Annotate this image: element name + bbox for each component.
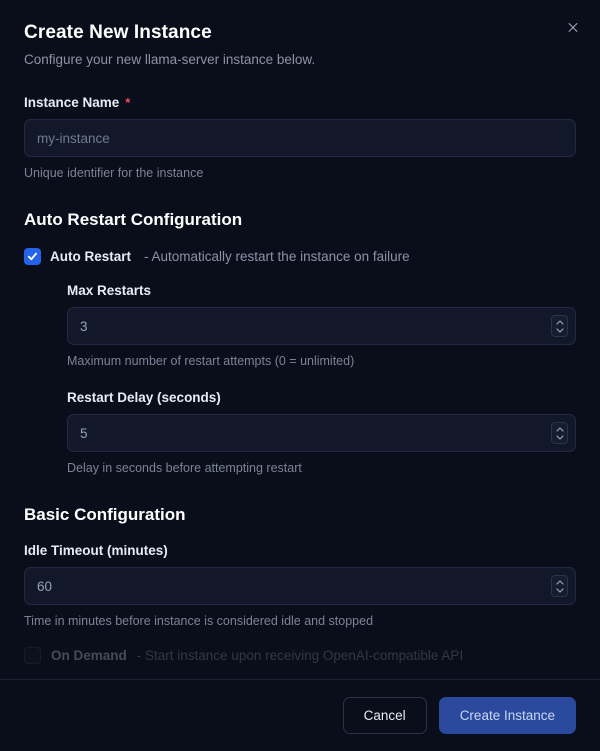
on-demand-checkbox[interactable] — [24, 647, 41, 664]
auto-restart-section-title: Auto Restart Configuration — [24, 210, 243, 229]
auto-restart-label: Auto Restart — [50, 249, 132, 264]
instance-name-input[interactable] — [24, 119, 576, 157]
max-restarts-input[interactable] — [67, 307, 576, 345]
idle-timeout-group — [24, 543, 576, 628]
instance-name-label-text: Instance Name — [24, 95, 120, 110]
basic-section-title: Basic Configuration — [24, 505, 186, 524]
restart-delay-input-wrap — [67, 414, 576, 452]
on-demand-label: On Demand — [51, 647, 127, 663]
dialog-subtitle: Configure your new llama-server instance below. — [24, 52, 316, 67]
auto-restart-subfields — [66, 283, 576, 475]
required-marker: * — [125, 95, 131, 110]
idle-timeout-hint: Time in minutes before instance is considered idle and stopped — [24, 614, 374, 628]
instance-name-label — [24, 95, 576, 110]
restart-delay-hint: Delay in seconds before attempting restart — [67, 461, 302, 475]
dialog-title: Create New Instance — [24, 22, 212, 43]
auto-restart-checkbox[interactable] — [24, 248, 41, 265]
idle-timeout-label: Idle Timeout (minutes) — [24, 543, 168, 558]
dialog-footer — [0, 679, 600, 751]
idle-timeout-input[interactable] — [24, 567, 576, 605]
on-demand-checkbox-row[interactable] — [24, 646, 576, 664]
max-restarts-input-wrap — [67, 307, 576, 345]
restart-delay-stepper[interactable] — [551, 422, 568, 444]
idle-timeout-input-wrap — [24, 567, 576, 605]
max-restarts-stepper[interactable] — [551, 315, 568, 337]
restart-delay-label: Restart Delay (seconds) — [67, 390, 221, 405]
create-instance-button[interactable]: Create Instance — [439, 697, 576, 734]
auto-restart-checkbox-row[interactable] — [24, 248, 576, 265]
restart-delay-input[interactable] — [67, 414, 576, 452]
instance-name-field-group — [24, 95, 576, 180]
cancel-button[interactable]: Cancel — [343, 697, 427, 734]
max-restarts-label: Max Restarts — [67, 283, 152, 298]
instance-name-hint: Unique identifier for the instance — [24, 166, 204, 180]
idle-timeout-stepper[interactable] — [551, 575, 568, 597]
on-demand-description: - Start instance upon receiving OpenAI-compatible API — [136, 647, 464, 663]
max-restarts-hint: Maximum number of restart attempts (0 = unlimited) — [67, 354, 355, 368]
restart-delay-group — [67, 390, 576, 475]
auto-restart-description: - Automatically restart the instance on failure — [144, 249, 410, 264]
max-restarts-group — [67, 283, 576, 368]
close-icon[interactable] — [562, 16, 584, 38]
